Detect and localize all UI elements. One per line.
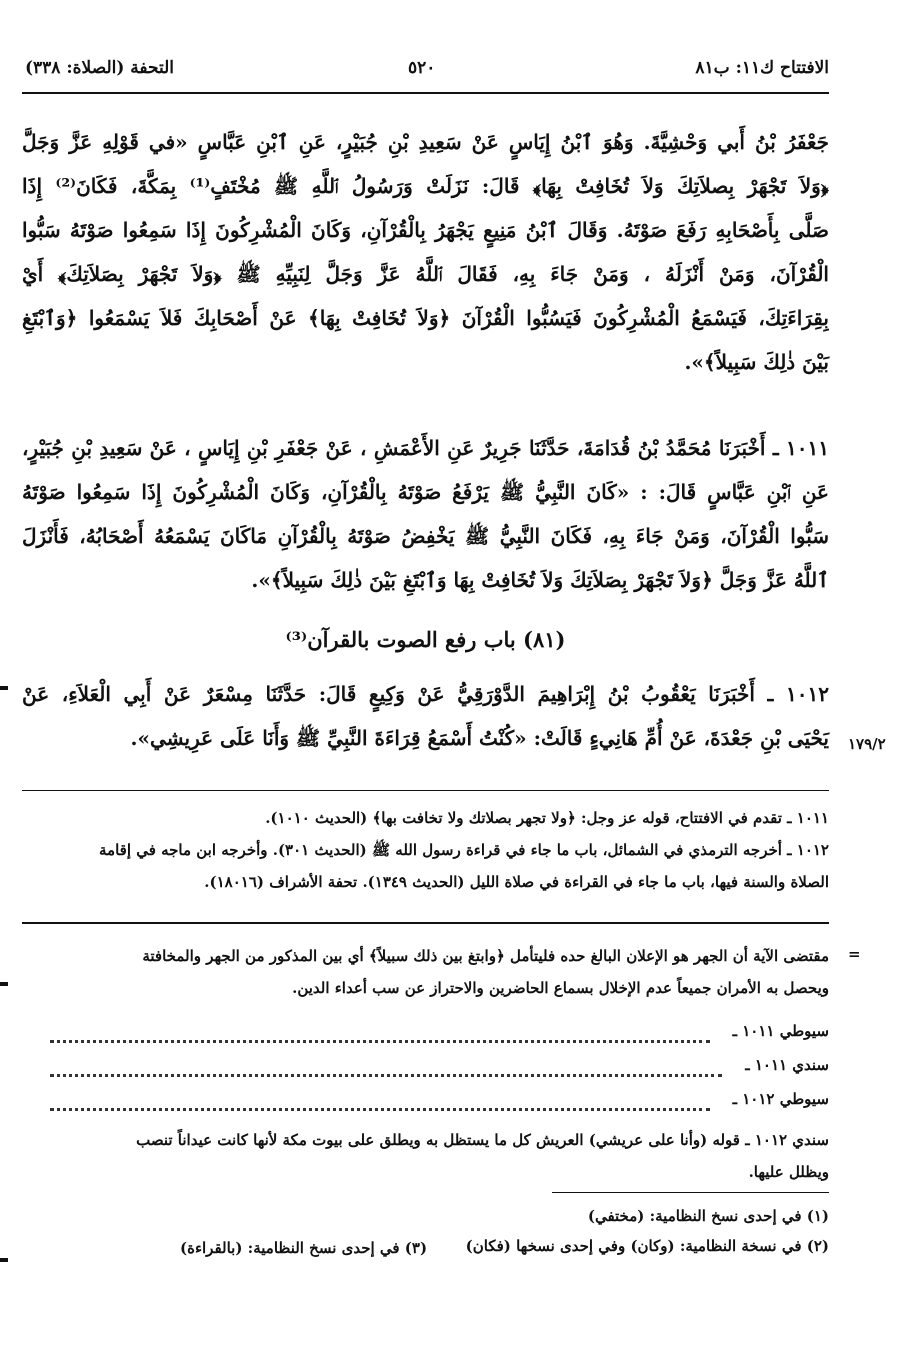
text-line: عَنِ ٱبْنِ عَبَّاسٍ قَالَ: : «كَانَ النَّبِيُّ ﷺ يَرْفَعُ صَوْتَهُ بِالْقُرْآنِ، وَكَانَ الْمُشْرِكُونَ إِذَا سَمِعُوا صَوْتَهُ [22, 480, 829, 504]
edge-mark [0, 1258, 8, 1262]
main-text [22, 120, 829, 384]
page-number: ٥٢٠ [408, 58, 436, 78]
commentary-line: ويظلل عليها. [748, 1163, 829, 1181]
edge-mark [0, 686, 8, 690]
text-line: صَلَّى بِأَصْحَابِهِ رَفَعَ صَوْتَهُ. وَقَالَ ٱبْنُ مَنِيعٍ يَجْهَرُ بِالْقُرْآنِ، وَكَانَ الْمُشْرِكُونَ إِذَا سَمِعُوا صَوْتَهُ سَبُّوا [22, 218, 829, 242]
note-line: الصلاة والسنة فيها، باب ما جاء في القراءة في صلاة الليل (الحديث ١٣٤٩). تحفة الأشراف (١٨٠١٦). [204, 873, 829, 891]
note-line: ١٠١٢ ـ أخرجه الترمذي في الشمائل، باب ما جاء في قراءة رسول الله ﷺ (الحديث ٣٠١). وأخرجه ابن ماجه في إقامة [99, 841, 829, 859]
text-line: بَيْنَ ذٰلِكَ سَبِيلاً﴾». [684, 350, 829, 374]
commentary-line: سندي ١٠١٢ ـ قوله (وأنا على عريشي) العريش كل ما يستظل به ويطلق على بيوت مكة لأنها كانت عيداناً تنصب [136, 1131, 829, 1149]
text-line: ٱللَّهُ عَزَّ وَجَلَّ ﴿وَلاَ تَجْهَرْ بِصَلاَتِكَ وَلاَ تُخَافِتْ بِهَا وَٱبْتَغِ بَيْنَ ذٰلِكَ سَبِيلاً﴾». [251, 568, 829, 592]
variant-note: (٢) في نسخة النظامية: (وكان) وفي إحدى نسخها (فكان) [465, 1237, 829, 1255]
text-line: ١٠١٢ ـ أَخْبَرَنَا يَعْقُوبُ بْنُ إِبْرَاهِيمَ الدَّوْرَقِيُّ عَنْ وَكِيعٍ قَالَ: حَدَّثَنَا مِسْعَرٌ عَنْ أَبِي الْعَلاَءِ، عَنْ [22, 682, 829, 706]
dotted-leader [50, 1074, 722, 1077]
header-reference: الافتتاح ك١١: ب٨١ [695, 58, 829, 78]
hadith-1012 [22, 672, 829, 760]
edge-mark [0, 982, 8, 986]
commentary-line: مقتضى الآية أن الجهر هو الإعلان البالغ حده فليتأمل ﴿وابتغ بين ذلك سبيلاً﴾ أي بين المذكور من الجهر والمخافتة [142, 947, 829, 965]
text-line: ﴿وَلاَ تَجْهَرْ بِصلاَتِكَ وَلاَ تُخَافِتْ بِهَا﴾ قَالَ: نَزَلَتْ وَرَسُولُ ٱللَّهِ ﷺ مُخْتَفٍ⁽¹⁾ بِمَكَّةَ، فَكَانَ⁽²⁾ إِذَا [22, 174, 829, 198]
hadith-1011 [22, 426, 829, 602]
variant-note: (٣) في إحدى نسخ النظامية: (بالقراءة) [180, 1239, 428, 1257]
header-rule [22, 92, 829, 94]
text-line: بِقِرَاءَتِكَ، فَيَسْمَعُ الْمُشْرِكُونَ فَيَسُبُّوا الْقُرْآنَ ﴿وَلاَ تُخَافِتْ بِهَا﴾ عَنْ أَصْحَابِكَ فَلاَ يَسْمَعُوا ﴿وَٱبْتَغِ [22, 306, 829, 330]
variant-note: (١) في إحدى نسخ النظامية: (مختفي) [587, 1207, 829, 1225]
header-tuhfa-reference: التحفة (الصلاة: ٣٣٨) [25, 58, 175, 78]
dotted-leader [50, 1040, 710, 1043]
margin-volume-reference: ١٧٩/٢ [848, 735, 886, 753]
text-line: الْقُرْآنَ، وَمَنْ أَنْزَلَهُ ، وَمَنْ جَاءَ بِهِ، فَقَالَ ٱللَّهُ عَزَّ وَجَلَّ لِنَبِيِّهِ ﷺ ﴿وَلاَ تَجْهَرْ بِصَلاَتِكَ﴾ أَيْ [22, 262, 829, 286]
commentary-rule [22, 922, 829, 924]
text-line: يَحْيَى بْنِ جَعْدَةَ، عَنْ أُمِّ هَانِيءٍ قَالَتْ: «كُنْتُ أَسْمَعُ قِرَاءَةَ النَّبِيِّ ﷺ وَأَنَا عَلَى عَرِيشِي». [130, 726, 829, 750]
commentary-entry: سيوطي ١٠١١ ـ [732, 1022, 829, 1040]
continuation-mark: = [848, 945, 861, 963]
note-line: ١٠١١ ـ تقدم في الافتتاح، قوله عز وجل: ﴿ولا تجهر بصلاتك ولا تخافت بها﴾ (الحديث ١٠١٠). [265, 809, 829, 827]
text-line: سَبُّوا الْقُرْآنَ، وَمَنْ جَاءَ بِهِ، فَكَانَ النَّبِيُّ ﷺ يَخْفِضُ صَوْتَهُ بِالْقُرْآنِ مَاكَانَ يَسْمَعُهُ أَصْحَابُهُ، فَأَنْزَلَ [22, 524, 829, 548]
commentary-entry: سندي ١٠١١ ـ [745, 1056, 829, 1074]
dotted-leader [50, 1108, 710, 1111]
text-line: جَعْفَرُ بْنُ أَبي وَحْشِيَّةَ. وَهُوَ ٱبْنُ إِيَاسٍ عَنْ سَعِيدِ بْنِ جُبَيْرٍ، عَنِ ٱبْنِ عَبَّاسٍ «في قَوْلِهِ عَزَّ وَجَلَّ [22, 130, 829, 154]
commentary-line: ويحصل به الأمران جميعاً عدم الإخلال بسماع الحاضرين والاحتراز عن سب أعداء الدين. [292, 979, 829, 997]
variants-rule [552, 1192, 829, 1193]
notes-rule [22, 790, 829, 791]
text-line: ١٠١١ ـ أَخْبَرَنَا مُحَمَّدُ بْنُ قُدَامَةَ، حَدَّثَنَا جَرِيرٌ عَنِ الأَعْمَشِ ، عَنْ جَعْفَرِ بْنِ إِيَاسٍ ، عَنْ سَعِيدِ بْنِ جُبَيْرٍ، [22, 436, 829, 460]
commentary-entry: سيوطي ١٠١٢ ـ [732, 1090, 829, 1108]
chapter-title: (٨١) باب رفع الصوت بالقرآن⁽³⁾ [285, 627, 566, 652]
